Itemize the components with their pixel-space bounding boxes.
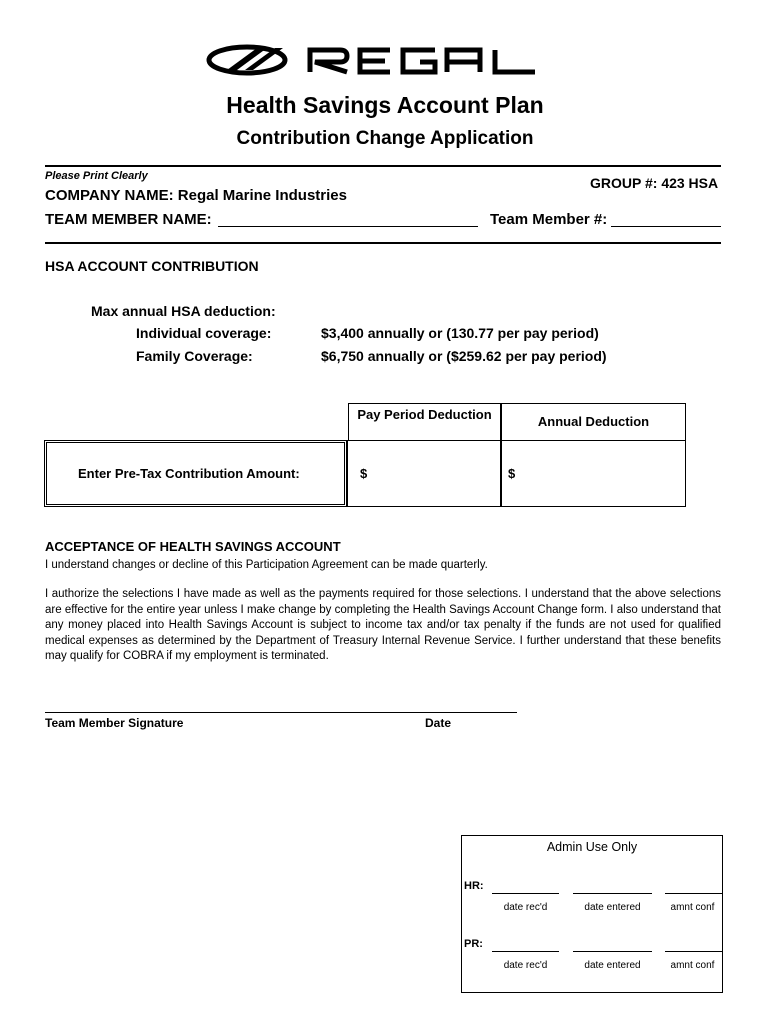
pr-label: PR: xyxy=(464,938,483,950)
pr-amnt-conf-field[interactable] xyxy=(665,951,722,952)
contribution-amount-label: Enter Pre-Tax Contribution Amount: xyxy=(78,466,300,481)
divider xyxy=(45,242,721,244)
signature-line[interactable] xyxy=(45,712,517,713)
date-label: Date xyxy=(425,716,452,730)
team-member-name-label: TEAM MEMBER NAME: xyxy=(45,211,212,228)
admin-title: Admin Use Only xyxy=(546,840,638,854)
company-name: COMPANY NAME: Regal Marine Industries xyxy=(45,187,347,204)
individual-coverage-value: $3,400 annually or (130.77 per pay period) xyxy=(321,325,599,341)
acceptance-paragraph: I authorize the selections I have made as well as the payments required for those selections. I understand that the above selections are effective for the entire year unless I make change by completing the Health Savings Account Change form. I also understand that any money placed into Health Savings Account is subject to income tax and/or tax penalty if the funds are not used for qualified medical expenses as determined by the Department of Treasury Internal Revenue Service. I further understand that these benefits may qualify for COBRA if my employment is terminated. xyxy=(45,588,721,662)
hsa-contribution-heading: HSA ACCOUNT CONTRIBUTION xyxy=(45,258,259,274)
print-clearly-note: Please Print Clearly xyxy=(45,170,148,182)
hr-date-recd-field[interactable] xyxy=(492,893,559,894)
hr-amnt-conf-caption: amnt conf xyxy=(670,902,715,913)
hr-date-entered-caption: date entered xyxy=(584,902,641,913)
pr-date-recd-caption: date rec'd xyxy=(503,960,548,971)
max-deduction-label: Max annual HSA deduction: xyxy=(91,303,276,319)
pr-date-entered-caption: date entered xyxy=(584,960,641,971)
page-subtitle: Contribution Change Application xyxy=(236,128,534,149)
regal-logo xyxy=(205,40,565,80)
pr-date-entered-field[interactable] xyxy=(573,951,652,952)
acceptance-note: I understand changes or decline of this Participation Agreement can be made quarterly. xyxy=(45,559,488,571)
pr-date-recd-field[interactable] xyxy=(492,951,559,952)
hr-label: HR: xyxy=(464,880,484,892)
family-coverage-value: $6,750 annually or ($259.62 per pay period) xyxy=(321,348,607,364)
hr-amnt-conf-field[interactable] xyxy=(665,893,722,894)
acceptance-heading: ACCEPTANCE OF HEALTH SAVINGS ACCOUNT xyxy=(45,539,341,554)
hr-date-entered-field[interactable] xyxy=(573,893,652,894)
family-coverage-label: Family Coverage: xyxy=(136,348,253,364)
annual-dollar: $ xyxy=(508,466,516,481)
annual-amount-field[interactable] xyxy=(501,440,686,507)
pr-amnt-conf-caption: amnt conf xyxy=(670,960,715,971)
team-member-name-field[interactable] xyxy=(218,226,478,227)
team-member-number-label: Team Member #: xyxy=(490,211,608,228)
divider xyxy=(45,165,721,167)
page-title: Health Savings Account Plan xyxy=(226,92,544,118)
hr-date-recd-caption: date rec'd xyxy=(503,902,548,913)
group-number: GROUP #: 423 HSA xyxy=(590,175,719,191)
individual-coverage-label: Individual coverage: xyxy=(136,325,272,341)
pay-period-header: Pay Period Deduction xyxy=(357,407,492,422)
pay-period-amount-field[interactable] xyxy=(347,440,501,507)
signature-label: Team Member Signature xyxy=(45,716,184,730)
pay-period-dollar: $ xyxy=(360,466,368,481)
team-member-number-field[interactable] xyxy=(611,226,721,227)
annual-deduction-header: Annual Deduction xyxy=(537,414,650,429)
